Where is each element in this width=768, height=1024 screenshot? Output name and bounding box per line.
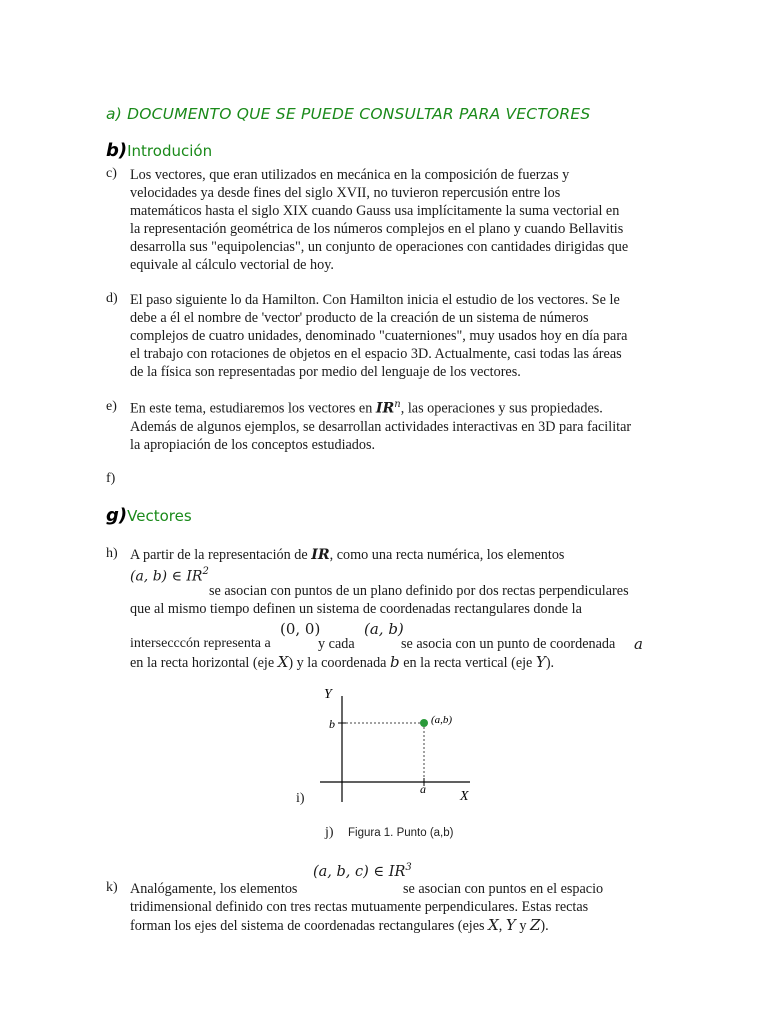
text-fragment: A partir de la representación de	[130, 547, 312, 563]
list-label: h)	[106, 546, 118, 561]
math-triple-in-r3	[313, 862, 412, 880]
math-variable: Y	[505, 916, 516, 934]
text-fragment: forman los ejes del sistema de coordenadas rectangulares (ejes	[130, 918, 485, 934]
math-variable: a	[634, 635, 643, 653]
text-line	[130, 600, 675, 618]
paragraph-c	[130, 166, 675, 274]
coordinate-plane-figure	[310, 682, 490, 807]
math-variable: Z	[529, 916, 541, 934]
section-title: Introdución	[127, 142, 213, 160]
text-line: complejos de cuatro unidades, denominado "cuaterniones", muy usados hoy en día para	[130, 328, 628, 344]
math-superscript: n	[394, 399, 401, 410]
tick-label-a: a	[420, 782, 426, 796]
text-fragment: intersecccón representa a	[130, 636, 271, 651]
text-line: desarrolla sus "equipolencias", un conjunto de operaciones con cantidades dirigidas que	[130, 239, 629, 255]
text-fragment: y	[519, 918, 527, 934]
math-variable: X	[488, 916, 499, 934]
text-line: Los vectores, que eran utilizados en mecánica en la composición de fuerzas y	[130, 167, 570, 183]
paragraph-e	[130, 396, 675, 454]
list-label: j)	[325, 825, 334, 840]
section-title: Vectores	[127, 507, 192, 525]
text-fragment: , como una recta numérica, los elementos	[329, 547, 565, 563]
list-label: i)	[296, 791, 305, 806]
axis-label-y: Y	[324, 687, 332, 702]
text-line	[209, 582, 669, 600]
axis-label-x: X	[460, 789, 469, 804]
text-fragment: ).	[545, 655, 555, 671]
math-pair: (a, b)	[364, 620, 404, 638]
list-label: k)	[106, 880, 118, 895]
text-line: matemáticos hasta el siglo XIX cuando Gauss usa implícitamente la suma vectorial en	[130, 203, 620, 219]
text-fragment: ).	[540, 918, 549, 934]
text-fragment: tridimensional definido con tres rectas mutuamente perpendiculares. Estas rectas	[130, 899, 589, 915]
math-superscript: 3	[405, 862, 412, 873]
document-title: a) DOCUMENTO QUE SE PUEDE CONSULTAR PARA VECTORES	[106, 105, 591, 123]
text-fragment: y cada	[318, 636, 355, 652]
text-line: velocidades ya desde fines del siglo XVII, no tuvieron repercusión entre los	[130, 185, 561, 201]
text-line	[403, 880, 683, 898]
text-line: de la física son representadas por medio del lenguaje de los vectores.	[130, 364, 521, 380]
math-pair-in-r2	[130, 566, 209, 585]
text-fragment: ,	[498, 918, 503, 934]
section-heading-vectores	[106, 505, 192, 526]
text-fragment: que al mismo tiempo definen un sistema de coordenadas rectangulares donde la	[130, 601, 582, 617]
text-fragment	[130, 653, 675, 672]
text-line	[130, 916, 675, 935]
text-fragment: , las operaciones y sus propiedades.	[400, 400, 603, 417]
math-variable: b	[390, 653, 400, 671]
point-ab	[420, 719, 428, 727]
text-fragment: se asocia con un punto de coordenada	[401, 636, 616, 652]
real-set-symbol: IR	[375, 400, 395, 417]
text-fragment: en la recta horizontal (eje	[130, 655, 275, 671]
text-line	[130, 546, 690, 564]
text-fragment: Analógamente, los elementos	[130, 881, 298, 897]
text-fragment: en la recta vertical (eje	[403, 655, 533, 671]
text-fragment: ) y la coordenada	[288, 655, 387, 671]
text-line: debe a él el nombre de 'vector' producto de la creación de un sistema de números	[130, 310, 589, 326]
paragraph-h	[130, 546, 690, 564]
text-line: la apropiación de los conceptos estudiados.	[130, 436, 376, 453]
text-line: la representación geométrica de los números complejos en el plano y cuando Bellavitis	[130, 221, 624, 237]
text-line: Además de algunos ejemplos, se desarrollan actividades interactivas en 3D para facilitar	[130, 418, 632, 435]
text-line	[130, 396, 675, 418]
text-line: el trabajo con rotaciones de objetos en el espacio 3D. Actualmente, casi todas las áreas	[130, 346, 622, 362]
text-line	[130, 653, 675, 672]
section-heading-introduccion	[106, 140, 212, 161]
math-origin: (0, 0)	[280, 620, 321, 638]
point-label: (a,b)	[431, 714, 453, 726]
real-set-symbol: IR	[311, 547, 330, 563]
text-fragment: se asocian con puntos en el espacio	[403, 881, 604, 897]
list-label: f)	[106, 471, 116, 486]
section-letter: g)	[106, 505, 128, 526]
text-line	[130, 898, 675, 916]
tick-label-b: b	[329, 717, 335, 731]
section-letter: b)	[106, 140, 128, 161]
text-line: equivale al cálculo vectorial de hoy.	[130, 257, 334, 273]
text-fragment: se asocian con puntos de un plano definido por dos rectas perpendiculares	[209, 583, 629, 599]
figure-caption: Figura 1. Punto (a,b)	[348, 827, 454, 839]
list-label: e)	[106, 399, 117, 414]
math-superscript: 2	[202, 566, 209, 577]
math-expression: (a, b, c) ∈ IR	[313, 863, 406, 880]
math-expression: (a, b) ∈ IR	[130, 568, 203, 585]
list-label: c)	[106, 166, 117, 181]
list-label: d)	[106, 291, 118, 306]
math-variable: X	[277, 653, 289, 671]
text-fragment: En este tema, estudiaremos los vectores en	[130, 400, 376, 417]
math-variable: Y	[535, 653, 546, 671]
text-line: El paso siguiente lo da Hamilton. Con Hamilton inicia el estudio de los vectores. Se le	[130, 292, 620, 308]
paragraph-d	[130, 291, 675, 381]
text-fragment	[130, 916, 675, 935]
